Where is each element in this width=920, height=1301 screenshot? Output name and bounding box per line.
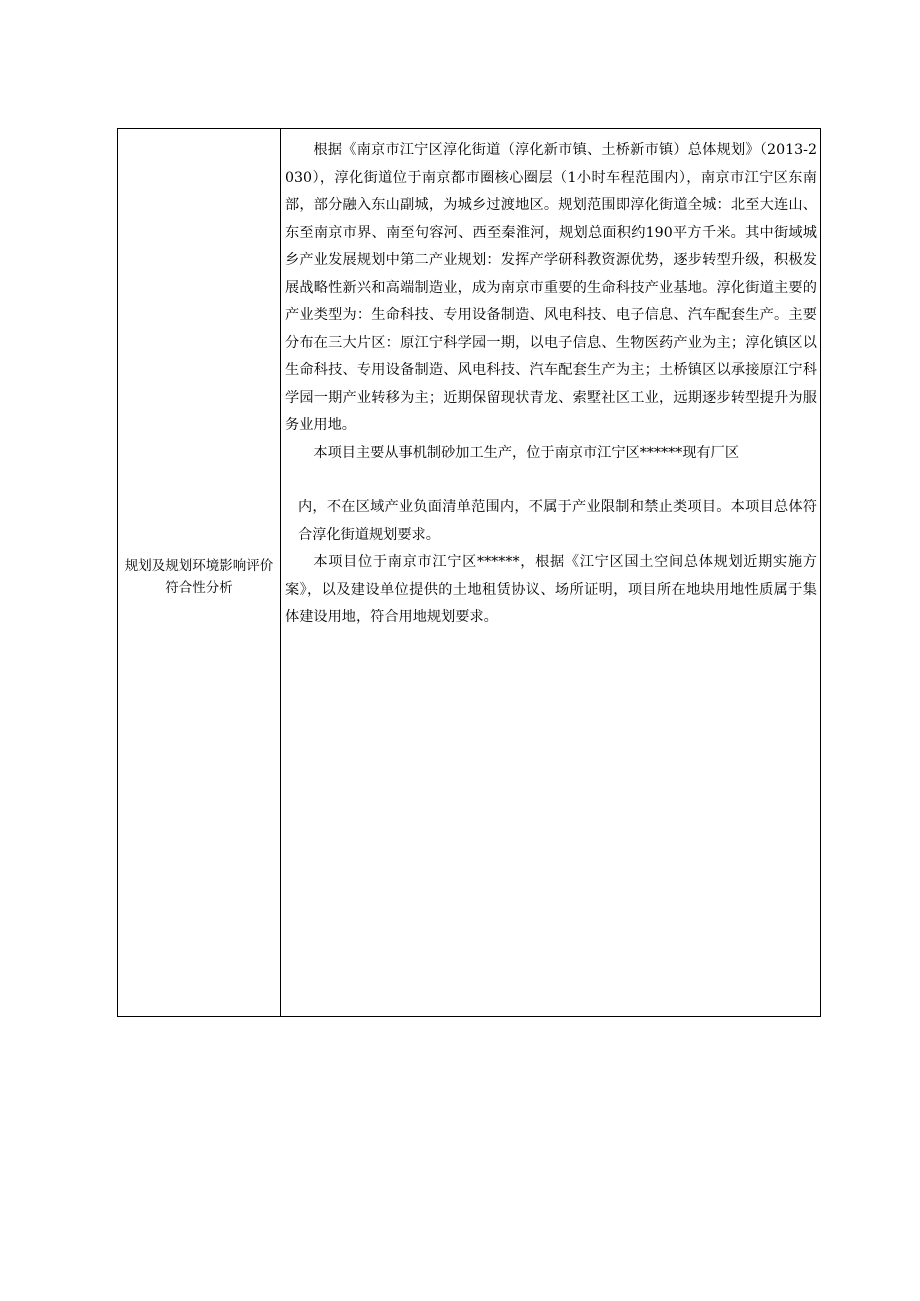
paragraph-land-use: 本项目位于南京市江宁区******，根据《江宁区国土空间总体规划近期实施方案》，以及建设单位提供的土地租赁协议、场所证明，项目所在地块用地性质属于集体建设用地，符合用地规划要求。 [285, 554, 817, 625]
analysis-table [117, 128, 821, 1017]
paragraph-industry-compliance: 内，不在区域产业负面清单范围内，不属于产业限制和禁止类项目。本项目总体符合淳化街道规划要求。 [298, 499, 817, 543]
paragraph-planning-overview: 根据《南京市江宁区淳化街道（淳化新市镇、土桥新市镇）总体规划》（2013-2030），淳化街道位于南京都市圈核心圈层（1小时车程范围内），南京市江宁区东南部，部分融入东山副城，为城乡过渡地区。规划范围即淳化街道全城：北至大连山、东至南京市界、南至句容河、西至秦淮河，规划总面积约190平方千米。其中街域城乡产业发展规划中第二产业规划：发挥产学研科教资源优势，逐步转型升级，积极发展战略性新兴和高端制造业，成为南京市重要的生命科技产业基地。淳化街道主要的产业类型为：生命科技、专用设备制造、风电科技、电子信息、汽车配套生产。主要分布在三大片区：原江宁科学园一期，以电子信息、生物医药产业为主；淳化镇区以生命科技、专用设备制造、风电科技、汽车配套生产为主；土桥镇区以承接原江宁科学园一期产业转移为主；近期保留现状青龙、索墅社区工业，远期逐步转型提升为服务业用地。 [285, 142, 817, 433]
row-label-cell [118, 129, 281, 1016]
paragraph-project-location: 本项目主要从事机制砂加工生产，位于南京市江宁区******现有厂区 [313, 444, 740, 461]
content-cell [281, 129, 820, 1016]
row-label: 规划及规划环境影响评价符合性分析 [124, 557, 274, 596]
